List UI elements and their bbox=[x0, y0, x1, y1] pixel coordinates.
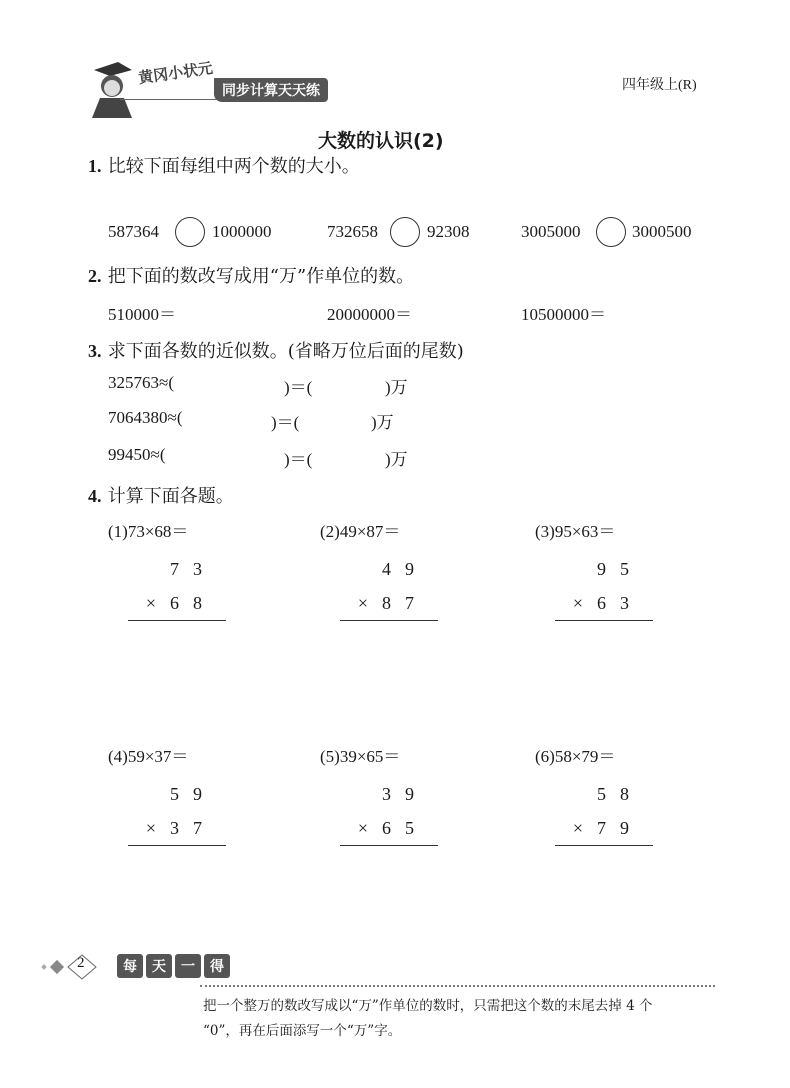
multiplicand: 59 bbox=[170, 784, 216, 804]
problem-expression: (4)59×37＝ bbox=[108, 747, 189, 766]
vertical-multiplication[interactable] bbox=[128, 784, 226, 854]
answer-line bbox=[128, 620, 226, 621]
question-4: 4. 计算下面各题。 bbox=[88, 486, 234, 507]
multiplier: ×79 bbox=[572, 818, 643, 838]
problem-expression: (1)73×68＝ bbox=[108, 522, 189, 541]
grade-label: 四年级上(R) bbox=[622, 78, 697, 93]
multiplicand: 58 bbox=[597, 784, 643, 804]
rewrite-item-1[interactable]: 510000＝ bbox=[108, 305, 176, 324]
page-title: 大数的认识(2) bbox=[318, 130, 444, 152]
problem-expression: (5)39×65＝ bbox=[320, 747, 401, 766]
approx-row-3-end: )万 bbox=[385, 450, 408, 469]
answer-line bbox=[340, 845, 438, 846]
compare-left-2: 732658 bbox=[327, 222, 378, 241]
series-banner: 同步计算天天练 bbox=[214, 78, 328, 102]
problem-expression: (6)58×79＝ bbox=[535, 747, 616, 766]
question-2: 2. 把下面的数改写成用“万”作单位的数。 bbox=[88, 266, 415, 287]
answer-line bbox=[555, 620, 653, 621]
page-number: 2 bbox=[77, 955, 85, 971]
vertical-multiplication[interactable] bbox=[128, 559, 226, 629]
multiplier: ×37 bbox=[145, 818, 216, 838]
answer-line bbox=[340, 620, 438, 621]
multiplier: ×65 bbox=[357, 818, 428, 838]
approx-row-2[interactable]: 7064380≈( bbox=[108, 408, 183, 427]
compare-right-1: 1000000 bbox=[212, 222, 272, 241]
multiplier: ×63 bbox=[572, 593, 643, 613]
compare-circle-3[interactable] bbox=[596, 217, 626, 247]
approx-row-3-mid[interactable]: )＝( bbox=[284, 450, 313, 469]
multiplicand: 49 bbox=[382, 559, 428, 579]
dotted-divider bbox=[200, 985, 715, 987]
vertical-multiplication[interactable] bbox=[555, 784, 653, 854]
rewrite-item-2[interactable]: 20000000＝ bbox=[327, 305, 412, 324]
vertical-multiplication[interactable] bbox=[340, 559, 438, 629]
answer-line bbox=[128, 845, 226, 846]
approx-row-2-end: )万 bbox=[371, 413, 394, 432]
multiplier: ×68 bbox=[145, 593, 216, 613]
answer-line bbox=[555, 845, 653, 846]
question-3: 3. 求下面各数的近似数。(省略万位后面的尾数) bbox=[88, 341, 464, 362]
multiplicand: 73 bbox=[170, 559, 216, 579]
multiplier: ×87 bbox=[357, 593, 428, 613]
approx-row-1-mid[interactable]: )＝( bbox=[284, 378, 313, 397]
approx-row-3[interactable]: 99450≈( bbox=[108, 445, 166, 464]
rewrite-item-3[interactable]: 10500000＝ bbox=[521, 305, 606, 324]
problem-expression: (2)49×87＝ bbox=[320, 522, 401, 541]
compare-right-2: 92308 bbox=[427, 222, 470, 241]
tip-label bbox=[117, 954, 230, 978]
compare-circle-2[interactable] bbox=[390, 217, 420, 247]
approx-row-1[interactable]: 325763≈( bbox=[108, 373, 174, 392]
header-rule bbox=[120, 99, 220, 100]
question-1: 1. 比较下面每组中两个数的大小。 bbox=[88, 156, 360, 177]
compare-right-3: 3000500 bbox=[632, 222, 692, 241]
compare-left-3: 3005000 bbox=[521, 222, 581, 241]
tip-char: 一 bbox=[175, 954, 201, 978]
approx-row-2-mid[interactable]: )＝( bbox=[271, 413, 300, 432]
multiplicand: 95 bbox=[597, 559, 643, 579]
compare-left-1: 587364 bbox=[108, 222, 159, 241]
tip-char: 每 bbox=[117, 954, 143, 978]
tip-char: 天 bbox=[146, 954, 172, 978]
tip-text-2: “0”，再在后面添写一个“万”字。 bbox=[203, 1023, 402, 1039]
approx-row-1-end: )万 bbox=[385, 378, 408, 397]
mascot-logo bbox=[88, 58, 136, 118]
tip-text-1: 把一个整万的数改写成以“万”作单位的数时，只需把这个数的末尾去掉 4 个 bbox=[203, 998, 653, 1014]
multiplicand: 39 bbox=[382, 784, 428, 804]
compare-circle-1[interactable] bbox=[175, 217, 205, 247]
problem-expression: (3)95×63＝ bbox=[535, 522, 616, 541]
logo-text: 黄冈小状元 bbox=[137, 58, 214, 88]
page-number-marker bbox=[38, 952, 108, 982]
tip-char: 得 bbox=[204, 954, 230, 978]
vertical-multiplication[interactable] bbox=[340, 784, 438, 854]
vertical-multiplication[interactable] bbox=[555, 559, 653, 629]
